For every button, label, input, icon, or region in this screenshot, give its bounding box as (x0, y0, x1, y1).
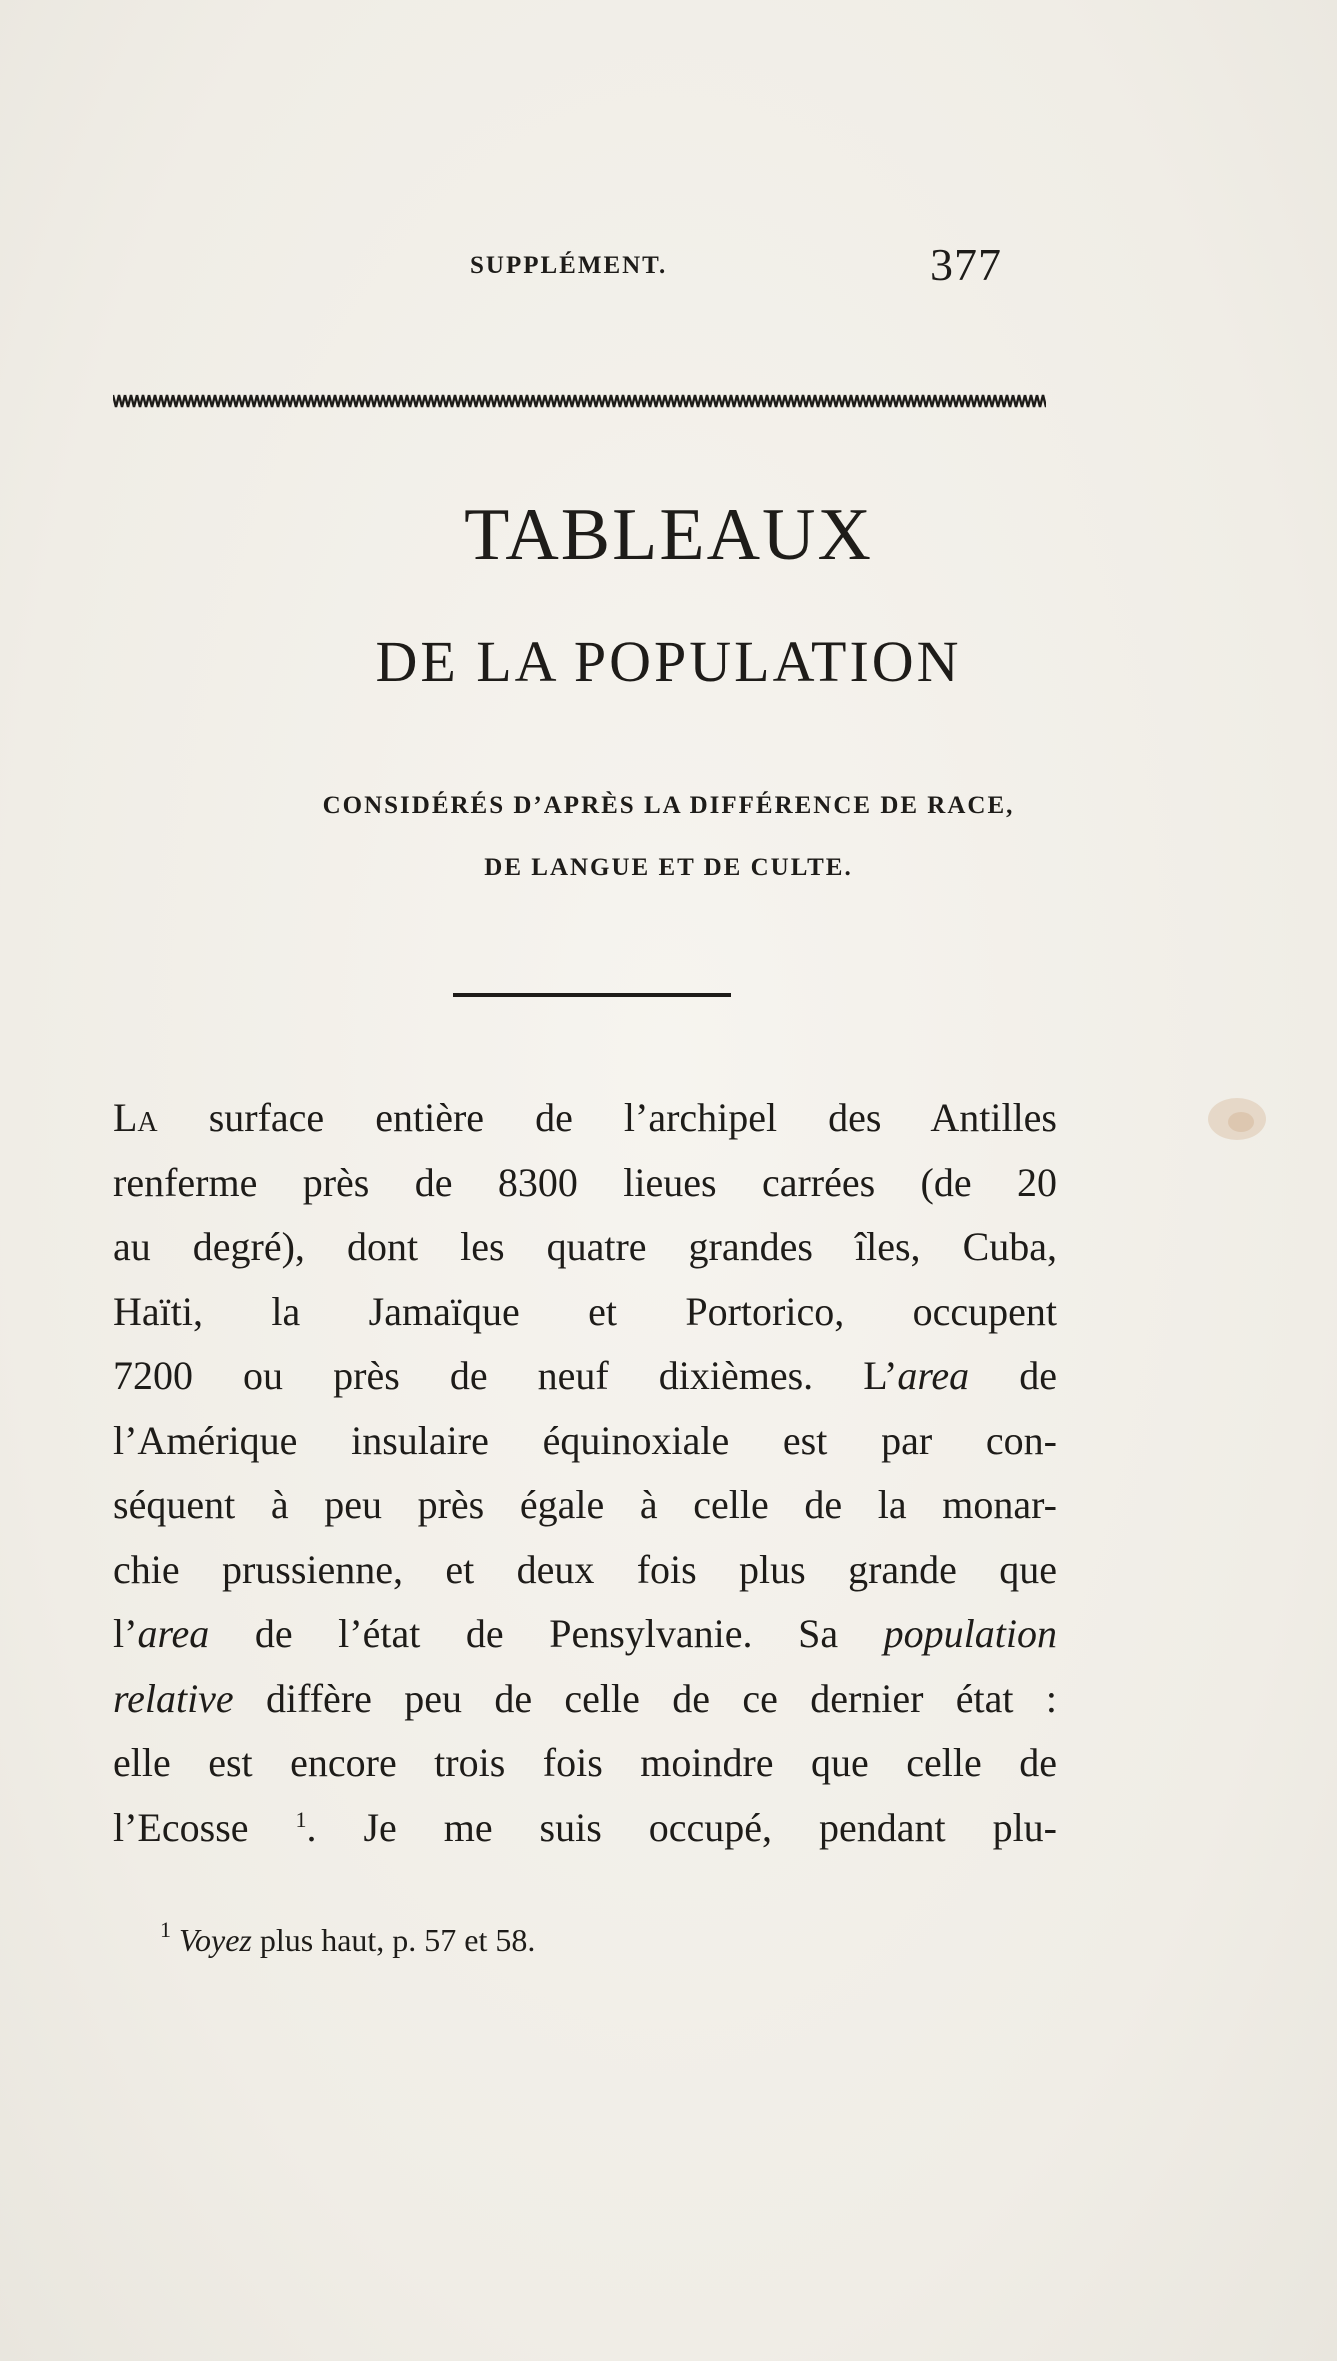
text-line: elle est encore trois fois moindre que celle de (113, 1740, 1057, 1785)
subtitle-line-2: DE LANGUE ET DE CULTE. (484, 854, 853, 881)
title-main: TABLEAUX (464, 494, 873, 576)
running-head: SUPPLÉMENT. (470, 252, 668, 279)
page-number: 377 (930, 239, 1002, 290)
drop-word: La (113, 1095, 158, 1140)
text-line: La surface entière de l’archipel des Antilles (113, 1095, 1057, 1140)
footnote-marker: 1 (160, 1917, 171, 1942)
text-line: au degré), dont les quatre grandes îles, Cuba, (113, 1224, 1057, 1269)
ornamental-rule (113, 392, 1046, 410)
separator-rule (453, 993, 731, 997)
italic-term: area (137, 1611, 210, 1656)
title-sub: DE LA POPULATION (375, 629, 962, 694)
text-line: chie prussienne, et deux fois plus grande que (113, 1546, 1057, 1592)
subtitle-line-1: CONSIDÉRÉS D’APRÈS LA DIFFÉRENCE DE RACE, (322, 792, 1015, 819)
text-line: Haïti, la Jamaïque et Portorico, occupent (113, 1288, 1057, 1334)
foxing-stain (1228, 1112, 1254, 1132)
text-line: l’area de l’état de Pensylvanie. Sa population (113, 1611, 1057, 1656)
text-line: séquent à peu près égale à celle de la monar- (113, 1482, 1057, 1527)
body-paragraph (113, 1086, 1057, 1860)
italic-term: area (897, 1353, 970, 1398)
text-line: 7200 ou près de neuf dixièmes. L’area de (113, 1353, 1057, 1398)
text-line: l’Ecosse $^1$. Je me suis occupé, pendant plu- (113, 1804, 1058, 1850)
text-line: l’Amérique insulaire équinoxiale est par con- (113, 1417, 1057, 1463)
footnote-italic: Voyez (179, 1922, 252, 1958)
footnote-text: plus haut, p. 57 et 58. (251, 1922, 536, 1958)
text-line: relative diffère peu de celle de ce dernier état : (113, 1675, 1057, 1721)
footnote (160, 1917, 536, 1959)
italic-term: population (883, 1611, 1057, 1656)
footnote-ref: 1 (295, 1806, 307, 1832)
text-line: renferme près de 8300 lieues carrées (de 20 (113, 1159, 1057, 1205)
italic-term: relative (113, 1675, 234, 1721)
